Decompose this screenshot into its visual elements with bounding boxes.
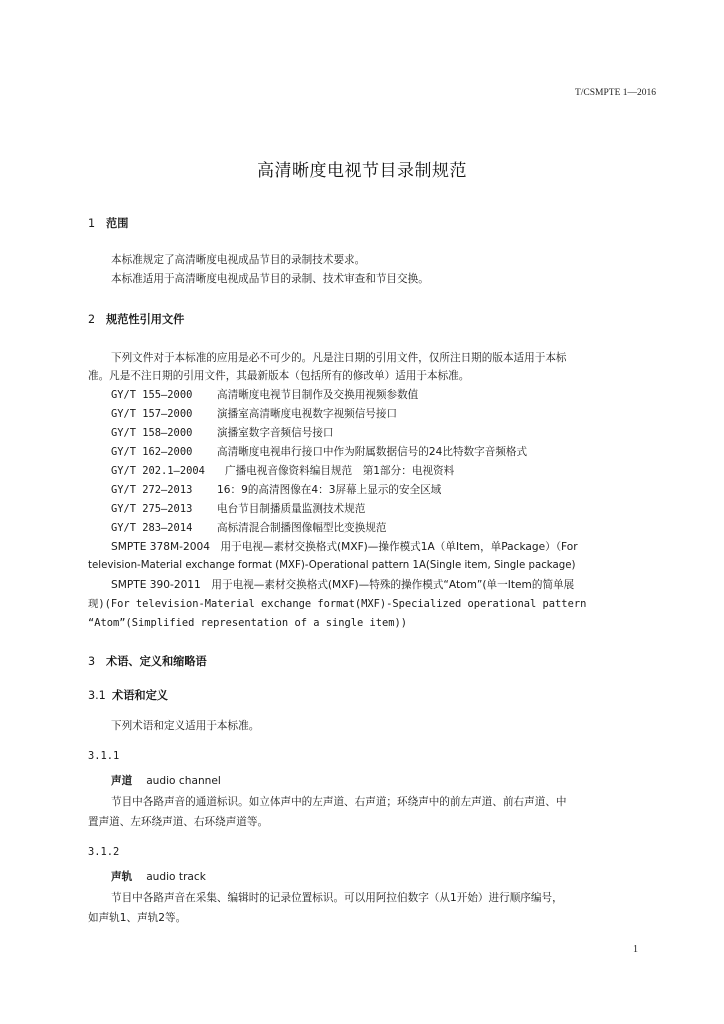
term-entry (111, 774, 658, 788)
paragraph: 本标准适用于高清晰度电视成品节目的录制、技术审查和节目交换。 (111, 273, 429, 285)
paragraph: 本标准规定了高清晰度电视成品节目的录制技术要求。 (111, 254, 366, 266)
reference-item (111, 464, 658, 478)
reference-title: 16：9的高清图像在4：3屏幕上显示的安全区域 (217, 484, 442, 496)
section-2-heading (88, 313, 658, 327)
term-number: 3.1.1 (88, 750, 120, 762)
reference-code: GY/T 283—2014 (111, 522, 193, 534)
standard-code-header: T/CSMPTE 1—2016 (574, 88, 656, 98)
reference-code: GY/T 272—2013 (111, 484, 193, 496)
reference-item-smpte378-cont: television-Material exchange format (MXF)-Operational pattern 1A(Single item, Single package) (88, 560, 576, 571)
paragraph: 下列文件对于本标准的应用是必不可少的。凡是注日期的引用文件，仅所注日期的版本适用于本标 (111, 352, 567, 364)
reference-code: GY/T 157—2000 (111, 408, 193, 420)
paragraph: 下列术语和定义适用于本标准。 (111, 720, 260, 732)
section-number: 2 (88, 313, 96, 326)
section-3-heading (88, 655, 658, 669)
section-number: 3 (88, 655, 96, 668)
term-number: 3.1.2 (88, 846, 120, 858)
reference-code: GY/T 202.1—2004 (111, 465, 205, 477)
reference-title: 演播室数字音频信号接口 (217, 427, 334, 439)
section-title: 规范性引用文件 (106, 313, 185, 326)
reference-item (111, 502, 658, 516)
reference-item-smpte390: SMPTE 390-2011 用于电视—素材交换格式(MXF)—特殊的操作模式“Atom”(单一Item的简单展 (111, 579, 575, 591)
reference-item (111, 521, 658, 535)
reference-item (111, 426, 658, 440)
reference-title: 演播室高清晰度电视数字视频信号接口 (217, 408, 398, 420)
reference-title: 高清晰度电视串行接口中作为附属数据信号的24比特数字音频格式 (217, 446, 528, 458)
term-zh: 声道 (111, 775, 133, 787)
reference-item-smpte390-cont: “Atom”(Simplified representation of a single item)) (88, 617, 408, 629)
reference-item (111, 388, 658, 402)
reference-item (111, 445, 658, 459)
term-en: audio channel (146, 775, 221, 787)
reference-item (111, 407, 658, 421)
section-title: 术语、定义和缩略语 (106, 655, 207, 668)
term-entry (111, 870, 658, 884)
reference-code: GY/T 162—2000 (111, 446, 193, 458)
subsection-title: 术语和定义 (112, 689, 168, 702)
reference-item-smpte390-cont: 现)(For television-Material exchange format(MXF)-Specialized operational pattern (88, 598, 587, 610)
reference-title: 电台节目制播质量监测技术规范 (217, 503, 366, 515)
page-number: 1 (633, 944, 638, 955)
reference-title: 高清晰度电视节目制作及交换用视频参数值 (217, 389, 419, 401)
subsection-number: 3.1 (88, 689, 106, 702)
reference-code: GY/T 275—2013 (111, 503, 193, 515)
term-definition: 节目中各路声音在采集、编辑时的记录位置标识。可以用阿拉伯数字（从1开始）进行顺序编号， (111, 892, 563, 904)
reference-item-smpte378: SMPTE 378M-2004 用于电视—素材交换格式(MXF)—操作模式1A（单Item，单Package）（For (111, 541, 578, 553)
term-en: audio track (146, 871, 206, 883)
section-title: 范围 (106, 217, 129, 230)
document-title: 高清晰度电视节目录制规范 (257, 161, 467, 181)
reference-title: 高标清混合制播图像幅型比变换规范 (217, 522, 387, 534)
term-definition: 置声道、左环绕声道、右环绕声道等。 (88, 816, 269, 828)
subsection-3-1-heading (88, 689, 658, 703)
term-zh: 声轨 (111, 871, 133, 883)
term-definition: 节目中各路声音的通道标识。如立体声中的左声道、右声道；环绕声中的前左声道、前右声道、中 (111, 796, 567, 808)
paragraph: 准。凡是不注日期的引用文件，其最新版本（包括所有的修改单）适用于本标准。 (88, 370, 470, 382)
reference-title: 广播电视音像资料编目规范 第1部分：电视资料 (225, 465, 455, 477)
term-definition: 如声轨1、声轨2等。 (88, 912, 187, 924)
reference-code: GY/T 158—2000 (111, 427, 193, 439)
section-number: 1 (88, 217, 96, 230)
reference-item (111, 483, 658, 497)
section-1-heading (88, 217, 658, 231)
reference-code: GY/T 155—2000 (111, 389, 193, 401)
